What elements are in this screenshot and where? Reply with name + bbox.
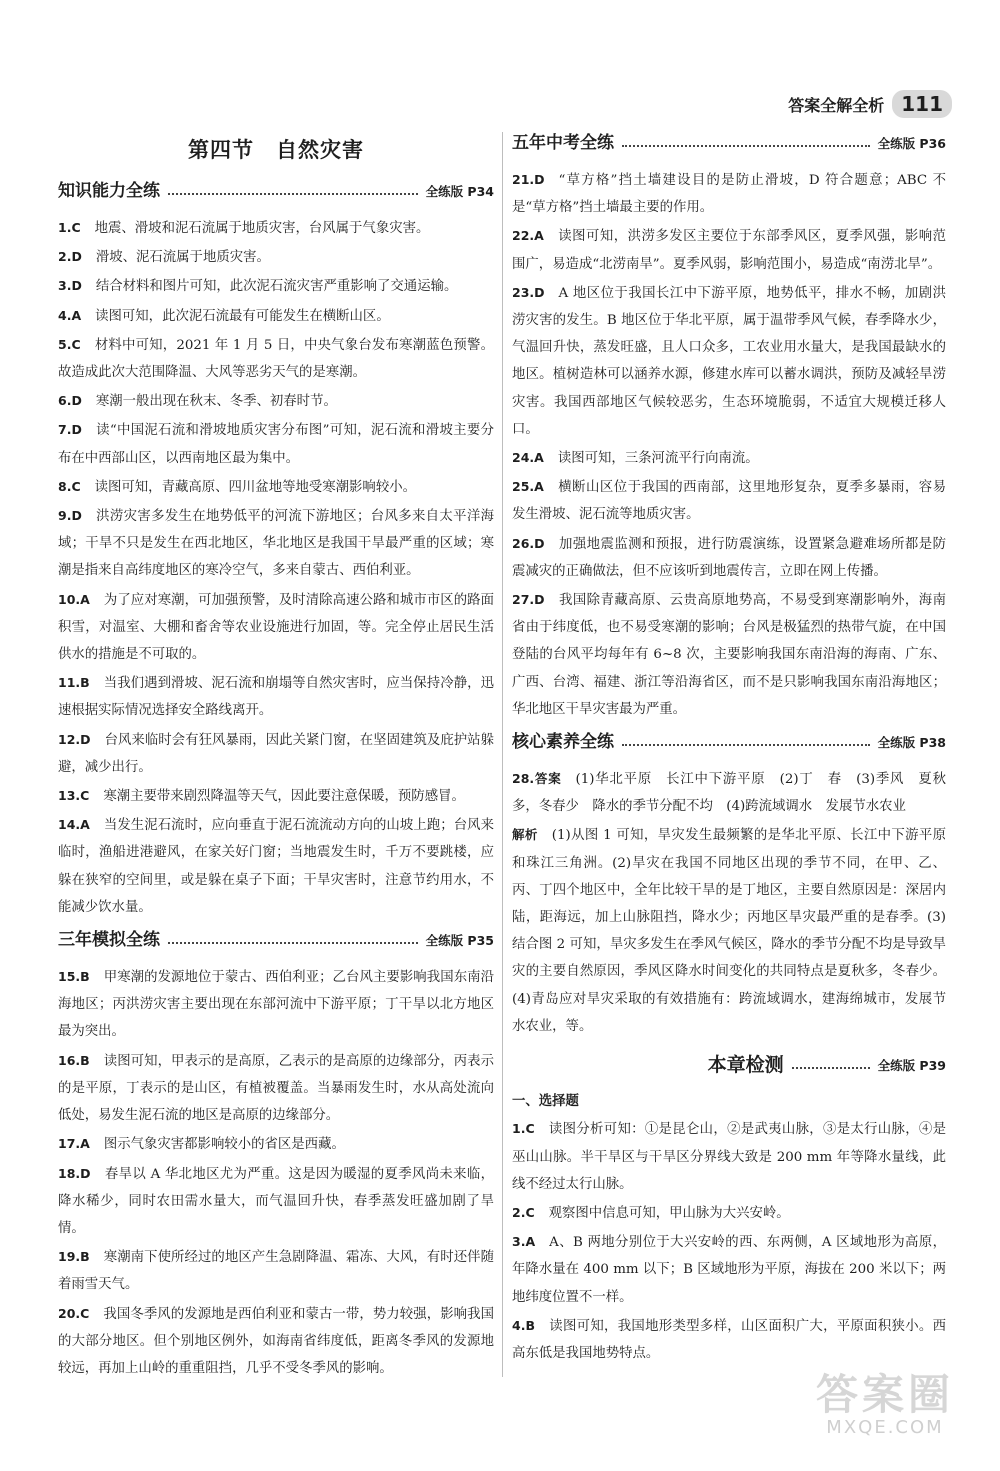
question-number: 24.A [512, 450, 544, 466]
answer-item [58, 1047, 494, 1130]
answer-text: 读图可知，我国地形类型多样，山区面积广大，平原面积狭小。西高东低是我国地势特点。 [512, 1318, 946, 1361]
answer-list-exam [512, 166, 946, 723]
answer-text: 读图可知，此次泥石流最有可能发生在横断山区。 [95, 308, 390, 324]
answer-text: 地震、滑坡和泥石流属于地质灾害，台风属于气象灾害。 [94, 221, 430, 236]
answer-text: 横断山区位于我国的西南部，这里地形复杂，夏季多暴雨，容易发生滑坡、泥石流等地质灾害。 [512, 480, 946, 523]
section-ref: 全练版 P34 [425, 184, 494, 200]
answer-text: 结合材料和图片可知，此次泥石流灾害严重影响了交通运输。 [95, 279, 458, 295]
answer-item [58, 782, 494, 810]
question-number: 20.C [58, 1305, 90, 1321]
answer-item [58, 502, 494, 585]
answer-item [58, 586, 494, 669]
answer-text: 读图可知，甲表示的是高原，乙表示的是高原的边缘部分，丙表示的是平原，丁表示的是山区，有植被覆盖。当暴雨发生时，水从高处流向低处，易发生泥石流的地区是高原的边缘部分。 [58, 1053, 494, 1124]
answer-text: 我国除青藏高原、云贵高原地势高，不易受到寒潮影响外，海南省由于纬度低，也不易受寒潮的影响；台风是极猛烈的热带气旋，在中国登陆的台风平均每年有 6~8 次，主要影响我国东南沿海的海南、广东、广西、台湾、福建、浙江等沿海省区，而不是只影响我国东南沿海地区；华北地区干旱灾害最为严重。 [512, 593, 946, 717]
section-header-knowledge [58, 176, 494, 208]
answer-text: 当发生泥石流时，应向垂直于泥石流流动方向的山坡上跑；台风来临时，渔船进港避风，在家关好门窗；当地震发生时，千万不要跳楼，应躲在狭窄的空间里，或是躲在桌子下面；干旱灾害时，注意节约用水，不能减少饮水量。 [58, 818, 494, 915]
answer-text: 寒潮南下使所经过的地区产生急剧降温、霜冻、大风，有时还伴随着雨雪天气。 [58, 1250, 494, 1293]
answer-item [512, 279, 946, 443]
answer-item [58, 214, 494, 242]
answer-text: 读“中国泥石流和滑坡地质灾害分布图”可知，泥石流和滑坡主要分布在中西部山区，以西南地区最为集中。 [58, 423, 494, 466]
answer-item [58, 387, 494, 415]
answer-list-knowledge [58, 214, 494, 921]
answer-text: 材料中可知，2021 年 1 月 5 日，中央气象台发布寒潮蓝色预警。故造成此次大范围降温、大风等恶劣天气的是寒潮。 [58, 337, 494, 381]
question-number: 6.D [58, 393, 82, 409]
answer-text: 洪涝灾害多发生在地势低平的河流下游地区；台风多来自太平洋海域；干旱不只是发生在西北地区，华北地区是我国干旱最严重的区域；寒潮是指来自高纬度地区的寒冷空气，多来自蒙古、西伯利亚。 [58, 509, 494, 579]
answer-text: 观察图中信息可知，甲山脉为大兴安岭。 [548, 1205, 790, 1221]
answer-item [58, 302, 494, 330]
answer-item [512, 1115, 946, 1198]
section-header-chapter-test [512, 1050, 946, 1082]
section-ref: 全练版 P38 [877, 735, 946, 751]
question-number: 3.D [58, 278, 82, 294]
page-header [788, 90, 952, 118]
answer-item [58, 243, 494, 271]
answer-item [58, 811, 494, 921]
answer-text: 甲寒潮的发源地位于蒙古、西伯利亚；乙台风主要影响我国东南沿海地区；丙洪涝灾害主要出现在东部河流中下游平原；丁干旱以北方地区最为突出。 [58, 970, 494, 1040]
question-number: 1.C [58, 220, 81, 235]
answer-text: 寒潮一般出现在秋末、冬季、初春时节。 [95, 394, 337, 410]
analysis-label: 解析 [512, 827, 538, 843]
answer-text: 台风来临时会有狂风暴雨，因此关紧门窗，在坚固建筑及庇护站躲避，减少出行。 [58, 732, 494, 775]
dotted-leader [168, 193, 418, 195]
answer-text: 读图可知，青藏高原、四川盆地等地受寒潮影响较小。 [94, 479, 416, 495]
answer-item [512, 473, 946, 528]
answer-item [512, 166, 946, 221]
answer-text: 春旱以 A 华北地区尤为严重。这是因为暖湿的夏季风尚未来临，降水稀少，同时农田需水量大，而气温回升快，春季蒸发旺盛加剧了旱情。 [58, 1166, 494, 1236]
section-header-core [512, 727, 946, 759]
answer-item [512, 1228, 946, 1311]
section-title: 本章检测 [707, 1054, 784, 1077]
question-number: 13.C [58, 788, 90, 804]
answer-item [512, 444, 946, 472]
question-number: 27.D [512, 592, 545, 608]
answer-list-chapter-test [512, 1115, 946, 1367]
question-number: 15.B [58, 969, 90, 985]
answer-item [58, 331, 494, 386]
watermark-url: MXQE.COM [826, 1417, 944, 1438]
column-divider [502, 132, 503, 1377]
answer-item [58, 669, 494, 724]
question-number: 4.A [58, 307, 82, 323]
chapter-title: 第四节 自然灾害 [188, 138, 364, 162]
section-title: 核心素养全练 [512, 732, 614, 753]
answer-item [58, 416, 494, 471]
section-ref: 全练版 P36 [877, 136, 946, 152]
answer-text: “草方格”挡土墙建设目的是防止滑坡，D 符合题意；ABC 不是“草方格”挡土墙最主要的作用。 [512, 173, 946, 216]
answer-list-mock [58, 963, 494, 1382]
answer-item-28 [512, 765, 946, 820]
answer-text: 滑坡、泥石流属于地质灾害。 [95, 250, 270, 266]
answer-item [58, 272, 494, 300]
question-number: 7.D [58, 422, 82, 438]
section-header-exam [512, 128, 946, 160]
answer-text: 我国冬季风的发源地是西伯利亚和蒙古一带，势力较强，影响我国的大部分地区。但个别地区例外，如海南省纬度低，距离冬季风的发源地较远，再加上山岭的重重阻挡，几乎不受冬季风的影响。 [58, 1306, 494, 1376]
question-number: 8.C [58, 478, 81, 494]
answer-text: A 地区位于我国长江中下游平原，地势低平，排水不畅，加剧洪涝灾害的发生。B 地区位于华北平原，属于温带季风气候，春季降水少，气温回升快，蒸发旺盛，且人口众多，工农业用水量大，是我国最缺水的地区。植树造林可以涵养水源，修建水库可以蓄水调洪，预防及减轻旱涝灾害。我国西部地区气候较恶劣，生态环境脆弱，不适宜大规模迁移人口。 [512, 285, 946, 437]
section-ref: 全练版 P35 [425, 933, 494, 949]
answer-text: 读图可知，三条河流平行向南流。 [557, 451, 759, 467]
header-label: 答案全解全析 [788, 95, 885, 115]
question-number: 28.答案 [512, 771, 562, 787]
question-number: 3.A [512, 1234, 536, 1250]
answer-item [512, 530, 946, 585]
left-column [58, 128, 494, 1383]
watermark [800, 1370, 970, 1445]
answer-text: 读图分析可知：①是昆仑山，②是武夷山脉，③是太行山脉，④是巫山山脉。半干旱区与干旱区分界线大致是 200 mm 年等降水量线，此线不经过太行山脉。 [512, 1122, 946, 1192]
answer-text: 图示气象灾害都影响较小的省区是西藏。 [103, 1137, 345, 1153]
answer-item [512, 222, 946, 277]
analysis-text: (1)从图 1 可知，旱灾发生最频繁的是华北平原、长江中下游平原和珠江三角洲。(2)旱灾在我国不同地区出现的季节不同，在甲、乙、丙、丁四个地区中，全年比较干旱的是丁地区，主要自然原因是：深居内陆，距海远，加上山脉阻挡，降水少；丙地区旱灾最严重的是春季。(3)结合图 2 可知，旱灾多发生在季风气候区，降水的季节分配不均是导致旱灾的主要自然原因，季风区降水时间变化的共同特点是夏秋多，冬春少。(4)青岛应对旱灾采取的有效措施有：跨流域调水，建海绵城市，发展节水农业，等。 [512, 828, 946, 1034]
answer-text: 寒潮主要带来剧烈降温等天气，因此要注意保暖，预防感冒。 [103, 789, 465, 805]
page-number: 111 [892, 90, 952, 118]
section-header-mock [58, 925, 494, 957]
question-number: 17.A [58, 1136, 90, 1152]
answer-item [58, 963, 494, 1046]
question-number: 2.D [58, 249, 82, 265]
answer-text: 为了应对寒潮，可加强预警，及时清除高速公路和城市市区的路面积雪，对温室、大棚和畜舍等农业设施进行加固，等。完全停止居民生活供水的措施是不可取的。 [58, 592, 494, 663]
right-column [512, 128, 946, 1368]
answer-item [58, 1300, 494, 1383]
answer-item [58, 1130, 494, 1158]
subsection-heading: 一、选择题 [512, 1094, 579, 1110]
question-number: 25.A [512, 479, 544, 495]
question-number: 5.C [58, 336, 81, 352]
answer-text: 加强地震监测和预报，进行防震演练，设置紧急避难场所都是防震减灾的正确做法，但不应该听到地震传言，立即在网上传播。 [512, 536, 946, 579]
question-number: 22.A [512, 228, 544, 244]
answer-item [58, 1243, 494, 1298]
question-number: 26.D [512, 535, 545, 551]
section-title: 五年中考全练 [512, 133, 614, 154]
question-number: 11.B [58, 675, 90, 691]
answer-text: 读图可知，洪涝多发区主要位于东部季风区，夏季风强，影响范围广，易造成“北涝南旱”。夏季风弱，影响范围小，易造成“南涝北旱”。 [512, 229, 946, 272]
dotted-leader [792, 1067, 870, 1069]
dotted-leader [622, 744, 870, 746]
question-number: 21.D [512, 172, 545, 187]
answer-text: 当我们遇到滑坡、泥石流和崩塌等自然灾害时，应当保持冷静，迅速根据实际情况选择安全路线离开。 [58, 676, 494, 719]
answer-item [512, 1312, 946, 1367]
question-number: 14.A [58, 817, 90, 833]
answer-text: (1)华北平原 长江中下游平原 (2)丁 春 (3)季风 夏秋多，冬春少 降水的季节分配不均 (4)跨流域调水 发展节水农业 [512, 772, 946, 815]
question-number: 9.D [58, 508, 82, 524]
question-number: 18.D [58, 1165, 91, 1181]
answer-item [512, 1199, 946, 1227]
answer-item [58, 1160, 494, 1243]
question-number: 4.B [512, 1317, 535, 1333]
question-number: 19.B [58, 1249, 90, 1265]
question-number: 12.D [58, 731, 91, 747]
question-number: 23.D [512, 284, 545, 300]
analysis-item-28 [512, 821, 946, 1040]
question-number: 2.C [512, 1204, 535, 1220]
answer-item [512, 586, 946, 723]
watermark-logo: 答案圈 [815, 1370, 954, 1419]
answer-text: A、B 两地分别位于大兴安岭的西、东两侧，A 区域地形为高原，年降水量在 400 mm 以下；B 区域地形为平原，海拔在 200 米以下；两地纬度位置不一样。 [512, 1235, 946, 1305]
section-title: 三年模拟全练 [58, 930, 160, 951]
section-title: 知识能力全练 [58, 181, 160, 202]
dotted-leader [622, 145, 870, 147]
answer-item [58, 473, 494, 501]
dotted-leader [168, 942, 418, 944]
question-number: 1.C [512, 1121, 535, 1137]
answer-item [58, 726, 494, 781]
question-number: 16.B [58, 1052, 90, 1068]
question-number: 10.A [58, 591, 90, 607]
section-ref: 全练版 P39 [877, 1058, 946, 1074]
